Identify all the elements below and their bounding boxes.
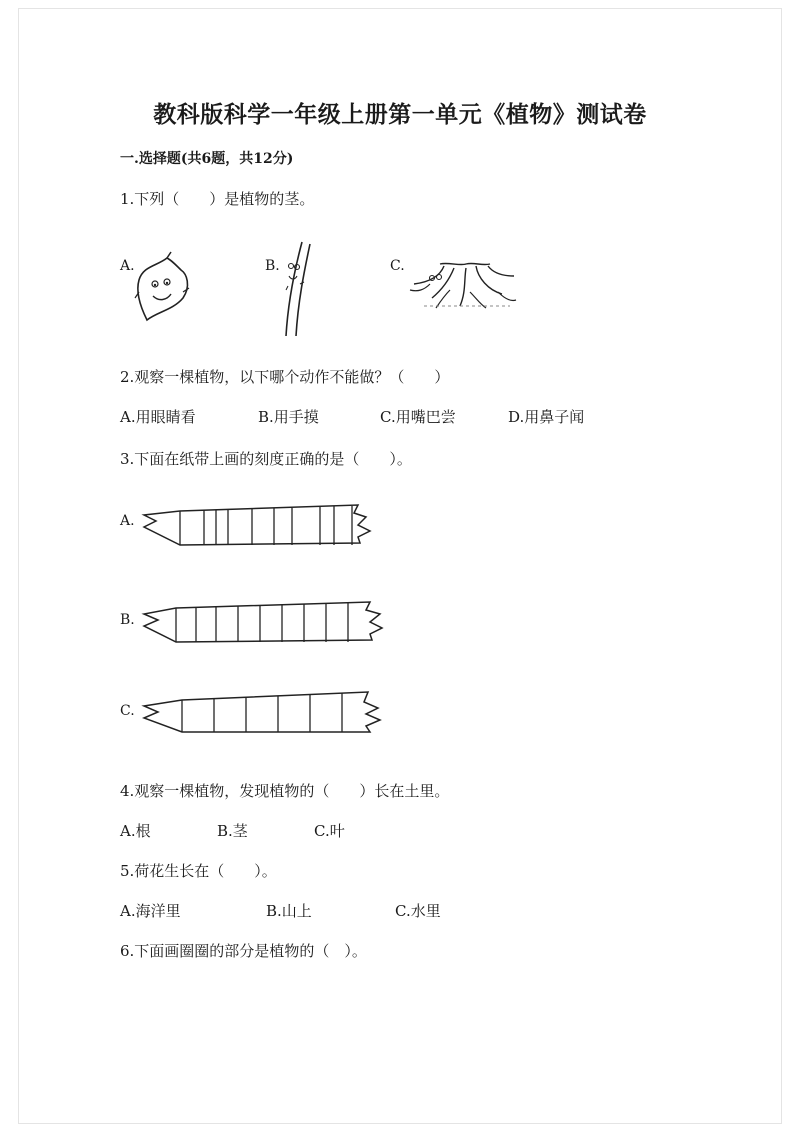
page-title: 教科版科学一年级上册第一单元《植物》测试卷	[153, 101, 647, 128]
q1-option-b-label: B.	[265, 258, 280, 274]
question-3: 3.下面在纸带上画的刻度正确的是（ ）。	[120, 450, 412, 468]
section-heading: 一.选择题(共6题，共12分)	[120, 151, 294, 167]
question-5: 5.荷花生长在（ ）。	[120, 862, 277, 880]
paper-strip-a	[144, 503, 380, 549]
q4-option-c: C.叶	[314, 822, 345, 840]
question-1: 1.下列（ ）是植物的茎。	[120, 190, 315, 208]
paper-strip-b	[144, 600, 384, 646]
q5-option-a: A.海洋里	[120, 902, 181, 920]
q5-option-b: B.山上	[266, 902, 312, 920]
stem-cartoon-icon	[278, 242, 318, 338]
q2-option-c: C.用嘴巴尝	[380, 408, 456, 426]
leaf-cartoon-icon	[133, 252, 193, 324]
q4-option-b: B.茎	[217, 822, 248, 840]
roots-cartoon-icon	[410, 262, 516, 312]
question-2: 2.观察一棵植物，以下哪个动作不能做？（ ）	[120, 368, 450, 386]
paper-strip-c	[144, 690, 382, 736]
question-6: 6.下面画圈圈的部分是植物的（ ）。	[120, 942, 367, 960]
question-4: 4.观察一棵植物，发现植物的（ ）长在土里。	[120, 782, 450, 800]
q3-option-c-label: C.	[120, 703, 135, 719]
q3-option-b-label: B.	[120, 612, 135, 628]
q2-option-d: D.用鼻子闻	[508, 408, 585, 426]
q2-option-b: B.用手摸	[258, 408, 319, 426]
q1-option-a-label: A.	[120, 258, 135, 274]
q3-option-a-label: A.	[120, 513, 135, 529]
q2-option-a: A.用眼睛看	[120, 408, 196, 426]
q5-option-c: C.水里	[395, 902, 441, 920]
q1-option-c-label: C.	[390, 258, 405, 274]
q4-option-a: A.根	[120, 822, 151, 840]
